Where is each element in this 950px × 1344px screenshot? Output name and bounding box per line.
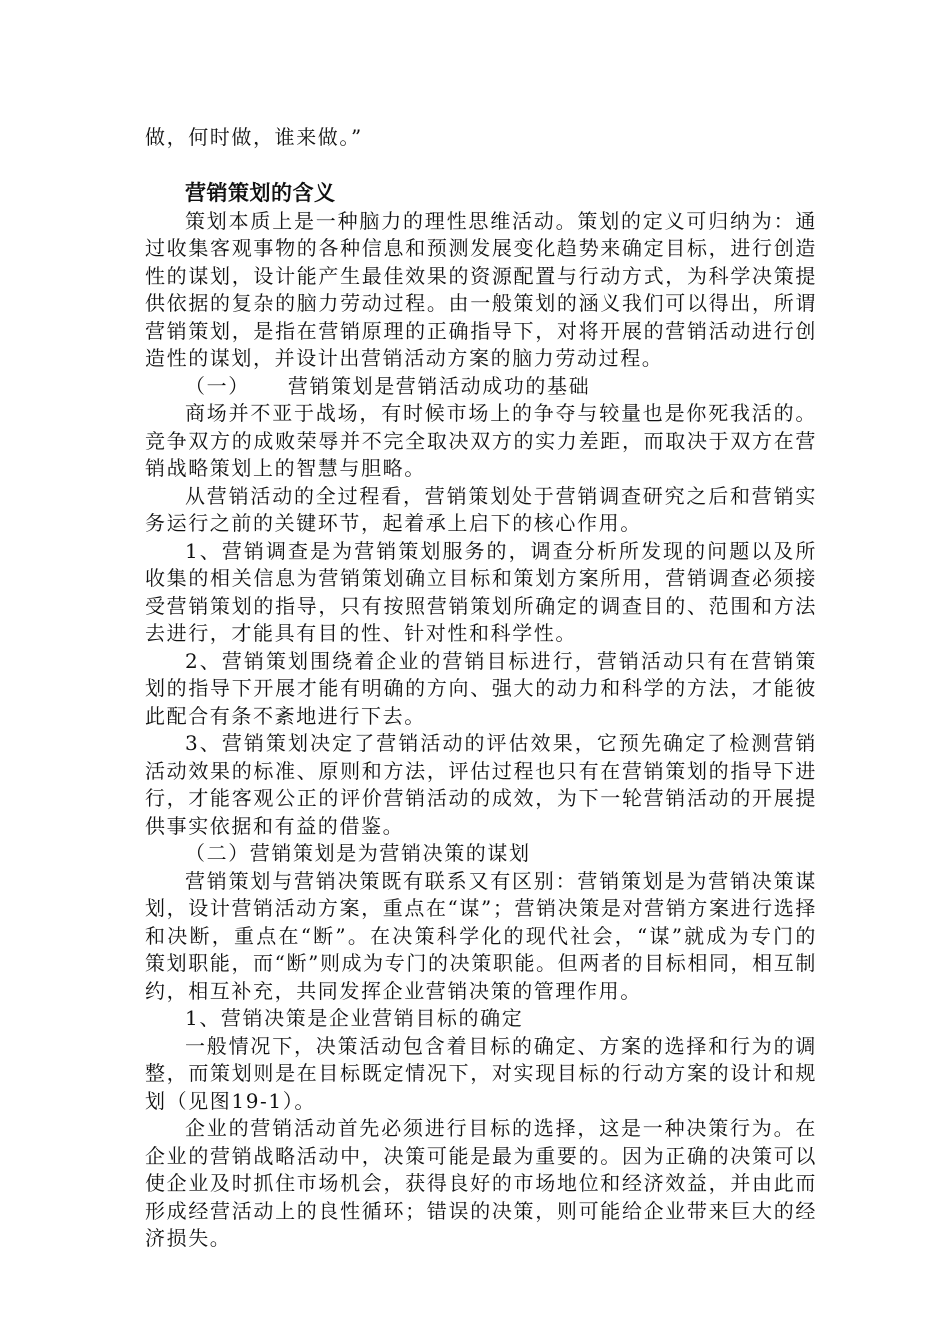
paragraph-relation: 营销策划与营销决策既有联系又有区别：营销策划是为营销决策谋划，设计营销活动方案，重点在“谋”；营销决策是对营销方案进行选择和决断，重点在“断”。在决策科学化的现代社会，“谋”就成为专门的策划职能，而“断”则成为专门的决策职能。但两者的目标相同，相互制约，相互补充，共同发挥企业营销决策的管理作用。 <box>145 868 817 1003</box>
subheading-two: （二）营销策划是为营销决策的谋划 <box>185 841 531 865</box>
section-title: 营销策划的含义 <box>185 180 336 205</box>
lead-text: 做，何时做，谁来做。” <box>145 125 363 149</box>
document-page <box>145 124 817 1253</box>
subheading-one-label: （一） <box>185 373 250 398</box>
paragraph-point-2: 2、营销策划围绕着企业的营销目标进行，营销活动只有在营销策划的指导下开展才能有明确的方向、强大的动力和科学的方法，才能彼此配合有条不紊地进行下去。 <box>145 648 817 728</box>
paragraph-definition: 策划本质上是一种脑力的理性思维活动。策划的定义可归纳为：通过收集客观事物的各种信息和预测发展变化趋势来确定目标，进行创造性的谋划，设计能产生最佳效果的资源配置与行动方式，为科学决策提供依据的复杂的脑力劳动过程。由一般策划的涵义我们可以得出，所谓营销策划，是指在营销原理的正确指导下，对将开展的营销活动进行创造性的谋划，并设计出营销活动方案的脑力劳动过程。 <box>145 208 817 370</box>
subheading-one-title: 营销策划是营销活动成功的基础 <box>287 373 591 398</box>
paragraph-generally: 一般情况下，决策活动包含着目标的确定、方案的选择和行为的调整，而策划则是在目标既定情况下，对实现目标的行动方案的设计和规划（见图19-1）。 <box>145 1033 817 1113</box>
subheading-one <box>145 373 817 401</box>
paragraph-battlefield: 商场并不亚于战场，有时候市场上的争夺与较量也是你死我活的。竞争双方的成败荣辱并不完全取决双方的实力差距，而取决于双方在营销战略策划上的智慧与胆略。 <box>145 401 817 480</box>
paragraph-point-3: 3、营销策划决定了营销活动的评估效果，它预先确定了检测营销活动效果的标准、原则和方法，评估过程也只有在营销策划的指导下进行，才能客观公正的评价营销活动的成效，为下一轮营销活动的开展提供事实依据和有益的借鉴。 <box>145 731 817 838</box>
paragraph-point-1: 1、营销调查是为营销策划服务的，调查分析所发现的问题以及所收集的相关信息为营销策划确立目标和策划方案所用，营销调查必须接受营销策划的指导，只有按照营销策划所确定的调查目的、范围和方法去进行，才能具有目的性、针对性和科学性。 <box>145 538 817 645</box>
decision-subheading-1: 1、营销决策是企业营销目标的确定 <box>185 1006 524 1030</box>
paragraph-whole-process: 从营销活动的全过程看，营销策划处于营销调查研究之后和营销实务运行之前的关键环节，起着承上启下的核心作用。 <box>145 483 817 535</box>
paragraph-enterprise: 企业的营销活动首先必须进行目标的选择，这是一种决策行为。在企业的营销战略活动中，决策可能是最为重要的。因为正确的决策可以使企业及时抓住市场机会，获得良好的市场地位和经济效益，并由此而形成经营活动上的良性循环；错误的决策，则可能给企业带来巨大的经济损失。 <box>145 1116 817 1250</box>
